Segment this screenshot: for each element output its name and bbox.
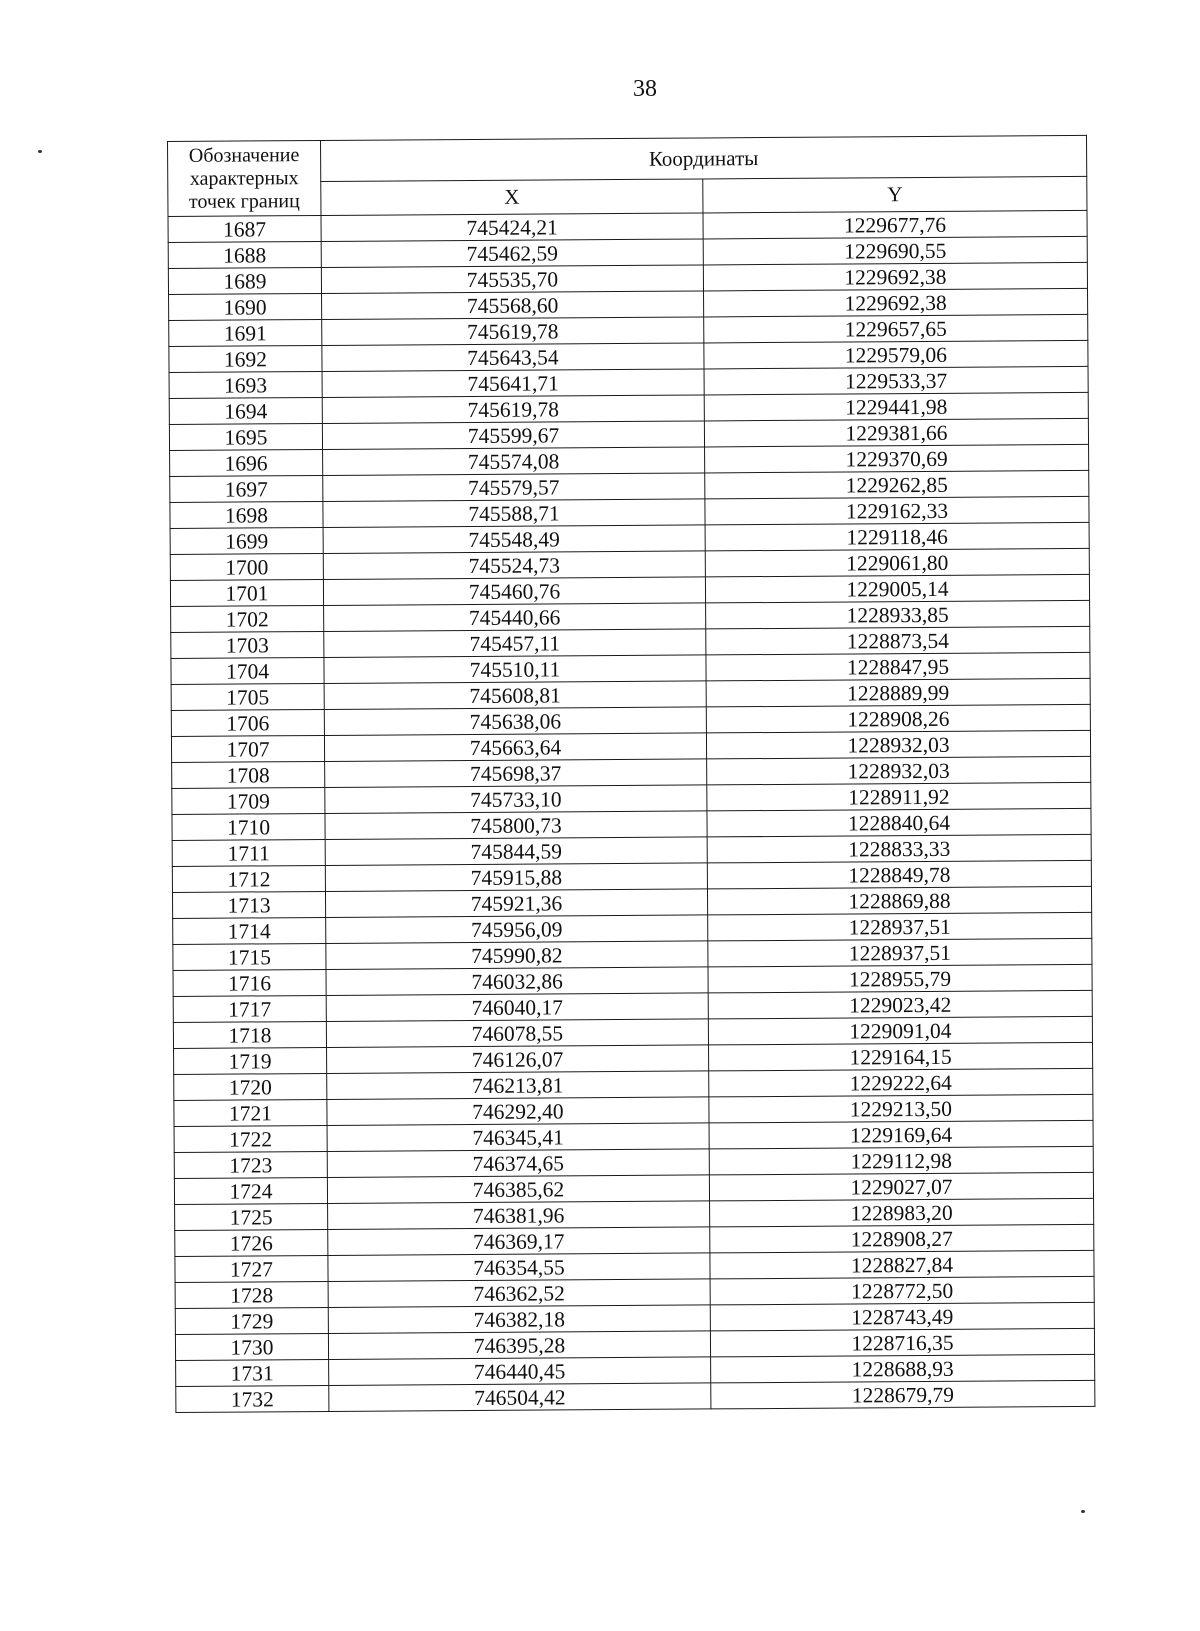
x-cell: 745956,09: [326, 915, 708, 944]
point-column-header: Обозначение характерных точек границ: [168, 140, 321, 216]
x-cell: 745638,06: [324, 707, 706, 736]
point-cell: 1691: [169, 319, 322, 346]
x-cell: 745990,82: [326, 941, 708, 970]
scan-speck: [1081, 1510, 1085, 1513]
table-body: [168, 210, 1095, 1412]
x-cell: 745440,66: [324, 603, 706, 632]
y-cell: 1229657,65: [704, 314, 1088, 343]
y-cell: 1229169,64: [709, 1120, 1093, 1149]
point-cell: 1703: [171, 631, 324, 658]
header-row: [168, 135, 1087, 182]
x-cell: 745548,49: [323, 525, 705, 554]
x-cell: 746354,55: [328, 1253, 710, 1282]
x-cell: 745915,88: [325, 863, 707, 892]
point-cell: 1719: [174, 1047, 327, 1074]
y-cell: 1229262,85: [705, 470, 1089, 499]
y-cell: 1229061,80: [705, 548, 1089, 577]
x-cell: 745733,10: [325, 785, 707, 814]
point-cell: 1729: [175, 1307, 328, 1334]
point-cell: 1704: [171, 657, 324, 684]
y-cell: 1228688,93: [711, 1354, 1095, 1383]
y-cell: 1229533,37: [704, 366, 1088, 395]
point-cell: 1702: [171, 605, 324, 632]
point-cell: 1721: [174, 1099, 327, 1126]
y-cell: 1229677,76: [703, 210, 1087, 239]
y-cell: 1229027,07: [709, 1172, 1093, 1201]
point-cell: 1711: [172, 839, 325, 866]
y-cell: 1228932,03: [706, 730, 1090, 759]
x-cell: 746213,81: [327, 1071, 709, 1100]
x-cell: 745698,37: [325, 759, 707, 788]
x-cell: 745535,70: [321, 265, 703, 294]
x-cell: 745457,11: [324, 629, 706, 658]
point-cell: 1701: [170, 579, 323, 606]
y-cell: 1228849,78: [707, 860, 1091, 889]
y-column-header: Y: [703, 176, 1087, 213]
point-cell: 1692: [169, 345, 322, 372]
point-cell: 1699: [170, 527, 323, 554]
point-cell: 1708: [172, 761, 325, 788]
point-cell: 1726: [175, 1229, 328, 1256]
x-cell: 746078,55: [326, 1019, 708, 1048]
y-cell: 1229118,46: [705, 522, 1089, 551]
point-cell: 1724: [174, 1177, 327, 1204]
point-cell: 1725: [175, 1203, 328, 1230]
point-cell: 1718: [173, 1021, 326, 1048]
point-cell: 1716: [173, 969, 326, 996]
y-cell: 1229005,14: [705, 574, 1089, 603]
x-cell: 746504,42: [329, 1383, 711, 1412]
point-cell: 1696: [170, 449, 323, 476]
y-cell: 1228716,35: [710, 1328, 1094, 1357]
y-cell: 1228932,03: [707, 756, 1091, 785]
x-cell: 746126,07: [327, 1045, 709, 1074]
point-cell: 1731: [176, 1359, 329, 1386]
table-row: [176, 1380, 1095, 1412]
y-cell: 1229692,38: [704, 288, 1088, 317]
point-cell: 1720: [174, 1073, 327, 1100]
x-cell: 745574,08: [323, 447, 705, 476]
y-cell: 1228873,54: [706, 626, 1090, 655]
y-cell: 1229370,69: [705, 444, 1089, 473]
point-cell: 1687: [168, 215, 321, 242]
point-cell: 1722: [174, 1125, 327, 1152]
x-cell: 745510,11: [324, 655, 706, 684]
x-cell: 746292,40: [327, 1097, 709, 1126]
x-cell: 745460,76: [323, 577, 705, 606]
point-cell: 1712: [172, 865, 325, 892]
x-cell: 745921,36: [325, 889, 707, 918]
x-cell: 745524,73: [323, 551, 705, 580]
x-cell: 745568,60: [322, 291, 704, 320]
point-cell: 1717: [173, 995, 326, 1022]
point-cell: 1700: [170, 553, 323, 580]
point-cell: 1688: [168, 241, 321, 268]
coordinates-table: [167, 135, 1095, 1413]
x-column-header: X: [321, 179, 703, 216]
coordinates-group-header: Координаты: [320, 135, 1086, 181]
x-cell: 746040,17: [326, 993, 708, 1022]
point-cell: 1695: [169, 423, 322, 450]
point-cell: 1723: [174, 1151, 327, 1178]
table-header: [168, 135, 1087, 216]
point-cell: 1710: [172, 813, 325, 840]
x-cell: 746440,45: [329, 1357, 711, 1386]
y-cell: 1229213,50: [709, 1094, 1093, 1123]
point-cell: 1694: [169, 397, 322, 424]
x-cell: 745641,71: [322, 369, 704, 398]
y-cell: 1228955,79: [708, 964, 1092, 993]
point-cell: 1693: [169, 371, 322, 398]
point-cell: 1707: [171, 735, 324, 762]
point-cell: 1713: [172, 891, 325, 918]
x-cell: 745844,59: [325, 837, 707, 866]
y-cell: 1228833,33: [707, 834, 1091, 863]
point-cell: 1690: [169, 293, 322, 320]
y-cell: 1228772,50: [710, 1276, 1094, 1305]
point-cell: 1728: [175, 1281, 328, 1308]
x-cell: 745599,67: [322, 421, 704, 450]
point-cell: 1715: [173, 943, 326, 970]
y-cell: 1229441,98: [704, 392, 1088, 421]
x-cell: 746382,18: [328, 1305, 710, 1334]
y-cell: 1229381,66: [704, 418, 1088, 447]
x-cell: 746374,65: [327, 1149, 709, 1178]
x-cell: 746345,41: [327, 1123, 709, 1152]
x-cell: 746395,28: [328, 1331, 710, 1360]
y-cell: 1228840,64: [707, 808, 1091, 837]
x-cell: 745800,73: [325, 811, 707, 840]
point-cell: 1714: [173, 917, 326, 944]
scan-speck: [38, 150, 42, 153]
point-cell: 1732: [176, 1385, 329, 1412]
x-cell: 745663,64: [324, 733, 706, 762]
y-cell: 1229091,04: [708, 1016, 1092, 1045]
y-cell: 1229162,33: [705, 496, 1089, 525]
y-cell: 1228933,85: [706, 600, 1090, 629]
y-cell: 1229579,06: [704, 340, 1088, 369]
x-cell: 746385,62: [327, 1175, 709, 1204]
point-cell: 1706: [171, 709, 324, 736]
y-cell: 1228889,99: [706, 678, 1090, 707]
y-cell: 1228937,51: [708, 938, 1092, 967]
y-cell: 1228827,84: [710, 1250, 1094, 1279]
x-cell: 745619,78: [322, 395, 704, 424]
point-cell: 1709: [172, 787, 325, 814]
x-cell: 746369,17: [328, 1227, 710, 1256]
point-cell: 1698: [170, 501, 323, 528]
y-cell: 1229164,15: [709, 1042, 1093, 1071]
point-cell: 1689: [168, 267, 321, 294]
y-cell: 1229690,55: [703, 236, 1087, 265]
point-cell: 1705: [171, 683, 324, 710]
y-cell: 1229692,38: [703, 262, 1087, 291]
y-cell: 1229222,64: [709, 1068, 1093, 1097]
x-cell: 746381,96: [328, 1201, 710, 1230]
y-cell: 1228869,88: [707, 886, 1091, 915]
point-cell: 1697: [170, 475, 323, 502]
x-cell: 745579,57: [323, 473, 705, 502]
y-cell: 1229112,98: [709, 1146, 1093, 1175]
y-cell: 1228911,92: [707, 782, 1091, 811]
y-cell: 1228679,79: [711, 1380, 1095, 1409]
y-cell: 1228743,49: [710, 1302, 1094, 1331]
x-cell: 746362,52: [328, 1279, 710, 1308]
y-cell: 1229023,42: [708, 990, 1092, 1019]
y-cell: 1228847,95: [706, 652, 1090, 681]
page-number: 38: [633, 76, 657, 102]
y-cell: 1228908,27: [710, 1224, 1094, 1253]
x-cell: 745608,81: [324, 681, 706, 710]
y-cell: 1228908,26: [706, 704, 1090, 733]
x-cell: 745424,21: [321, 213, 703, 242]
x-cell: 745619,78: [322, 317, 704, 346]
x-cell: 745462,59: [321, 239, 703, 268]
y-cell: 1228937,51: [708, 912, 1092, 941]
y-cell: 1228983,20: [710, 1198, 1094, 1227]
point-cell: 1727: [175, 1255, 328, 1282]
x-cell: 746032,86: [326, 967, 708, 996]
x-cell: 745588,71: [323, 499, 705, 528]
x-cell: 745643,54: [322, 343, 704, 372]
point-cell: 1730: [175, 1333, 328, 1360]
